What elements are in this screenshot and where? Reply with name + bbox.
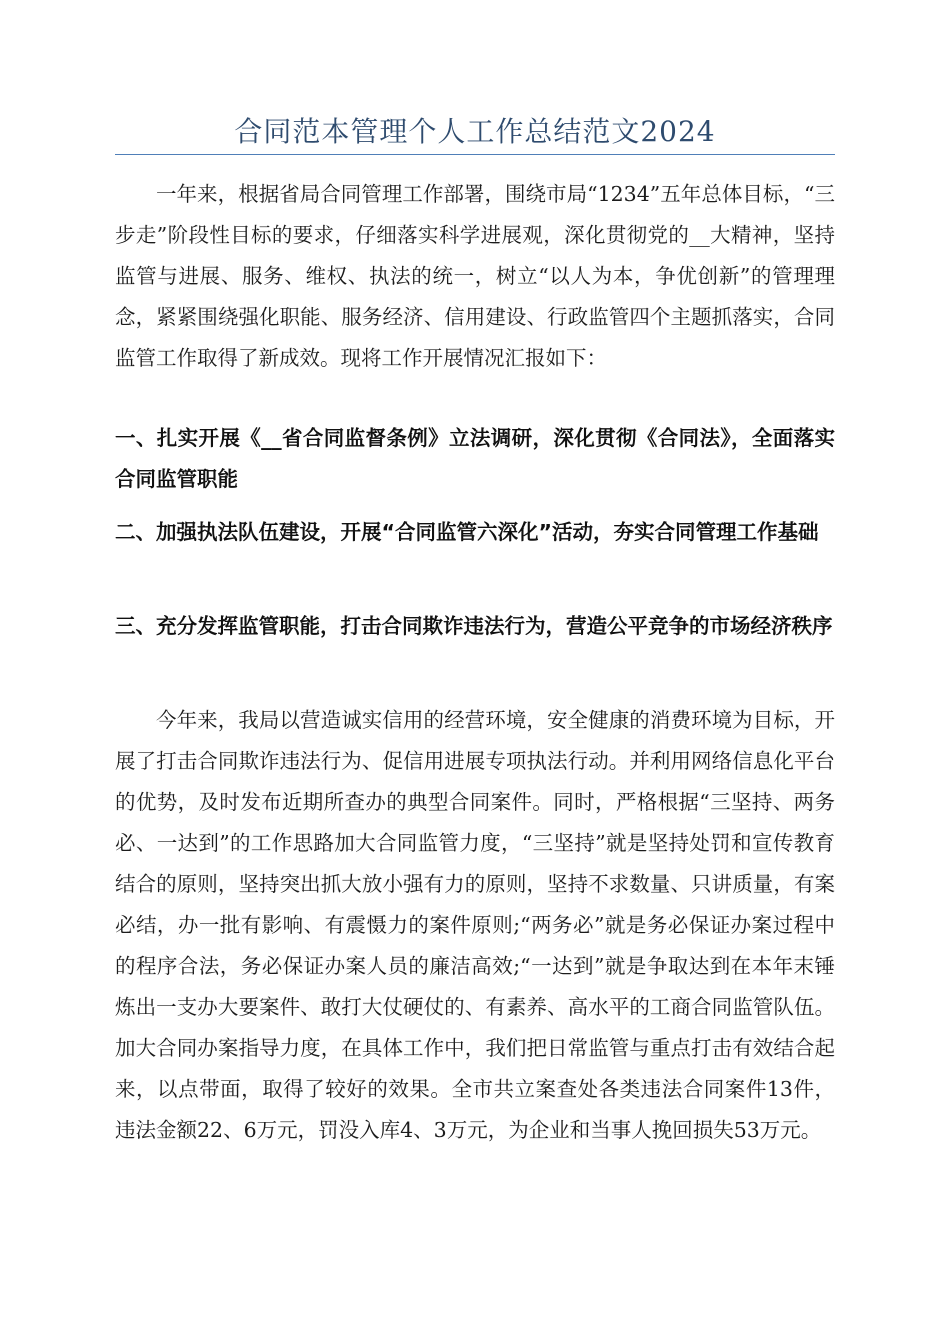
section-heading-3: 三、充分发挥监管职能，打击合同欺诈违法行为，营造公平竞争的市场经济秩序 <box>115 614 833 638</box>
intro-paragraph: 一年来，根据省局合同管理工作部署，围绕市局“1234”五年总体目标，“三步走”阶段性目标的要求，仔细落实科学进展观，深化贯彻党的__大精神，坚持监管与进展、服务、维权、执法的统一，树立“以人为本，争优创新”的管理理念，紧紧围绕强化职能、服务经济、信用建设、行政监管四个主题抓落实，合同监管工作取得了新成效。现将工作开展情况汇报如下： <box>115 182 835 370</box>
section-heading-2: 二、加强执法队伍建设，开展“合同监管六深化”活动，夯实合同管理工作基础 <box>115 520 819 544</box>
title-underline <box>115 154 835 155</box>
section-3-paragraph: 今年来，我局以营造诚实信用的经营环境，安全健康的消费环境为目标，开展了打击合同欺诈违法行为、促信用进展专项执法行动。并利用网络信息化平台的优势，及时发布近期所查办的典型合同案件。同时，严格根据“三坚持、两务必、一达到”的工作思路加大合同监管力度，“三坚持”就是坚持处罚和宣传教育结合的原则，坚持突出抓大放小强有力的原则，坚持不求数量、只讲质量，有案必结，办一批有影响、有震慑力的案件原则;“两务必”就是务必保证办案过程中的程序合法，务必保证办案人员的廉洁高效;“一达到”就是争取达到在本年末锤炼出一支办大要案件、敢打大仗硬仗的、有素养、高水平的工商合同监管队伍。加大合同办案指导力度，在具体工作中，我们把日常监管与重点打击有效结合起来，以点带面，取得了较好的效果。全市共立案查处各类违法合同案件13件，违法金额22、6万元，罚没入库4、3万元，为企业和当事人挽回损失53万元。 <box>115 708 835 1142</box>
section-heading-1: 一、扎实开展《__省合同监督条例》立法调研，深化贯彻《合同法》，全面落实合同监管职能 <box>115 426 835 491</box>
document-title: 合同范本管理个人工作总结范文2024 <box>234 115 716 148</box>
